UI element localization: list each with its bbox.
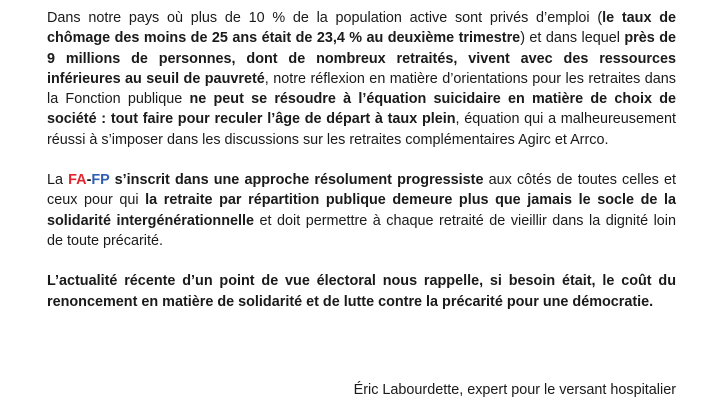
text-run: et doit permettre à chaque retraité de vieillir dans la dignité loin de toute précarité.	[47, 212, 676, 249]
text-run: Dans notre pays où plus de 10 % de la population active sont privés d’emploi (	[47, 10, 603, 26]
brand-fp: FP	[91, 172, 110, 189]
bold-run: le taux de chômage des moins de 25 ans était de 23,4 % au deuxième trimestre	[47, 10, 677, 47]
text-run: ) et dans lequel	[520, 30, 625, 47]
bold-run: L’actualité récente d’un point de vue électoral nous rappelle, si besoin était, le coût du renoncement en matière de solidarité et de lutte contre la précarité pour une démocratie.	[47, 273, 676, 310]
paragraph-conclusion	[47, 271, 676, 312]
text-run: , équation qui a malheureusement réussi à s’imposer dans les discussions sur les retraites complémentaires Agirc et Arrco.	[47, 111, 677, 148]
brand-dash: -	[86, 172, 92, 189]
text-run: aux côtés de toutes celles et ceux pour qui	[47, 172, 676, 209]
bold-run: près de 9 millions de personnes, dont de nombreux retraités, vivent avec des ressources inférieures au seuil de pauvreté	[47, 30, 676, 87]
signature: Éric Labourdette, expert pour le versant hospitalier	[353, 382, 676, 398]
bold-run: ne peut se résoudre à l’équation suicidaire en matière de choix de société : tout faire pour reculer l’âge de départ à taux plein	[47, 91, 676, 128]
bold-run: la retraite par répartition publique demeure plus que jamais le socle de la solidarité intergénérationnelle	[47, 192, 676, 229]
brand-fa: FA	[68, 172, 87, 189]
paragraph-unemployment	[47, 8, 676, 150]
bold-run: s’inscrit dans une approche résolument progressiste	[109, 172, 484, 189]
paragraph-fafp-position	[47, 170, 676, 251]
text-run: La	[47, 172, 69, 189]
text-run: , notre réflexion en matière d’orientations pour les retraites dans la Fonction publique	[47, 70, 676, 108]
document-body	[47, 8, 676, 312]
